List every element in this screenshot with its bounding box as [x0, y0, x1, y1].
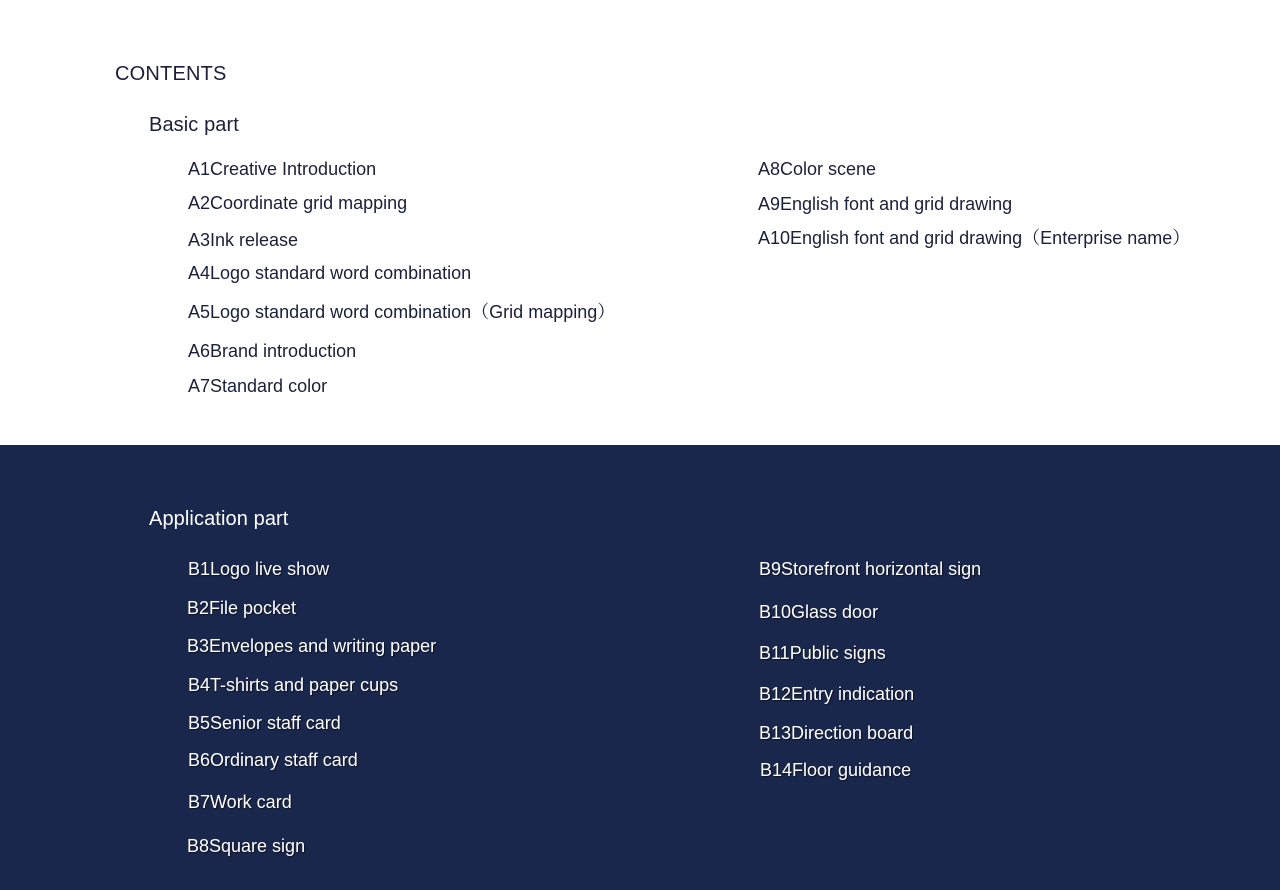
- toc-item-b2: B2File pocket: [187, 598, 297, 618]
- toc-item-b10: B10Glass door: [759, 602, 879, 622]
- toc-item-b4: B4T-shirts and paper cups: [188, 675, 399, 695]
- toc-item-b13: B13Direction board: [759, 723, 914, 743]
- toc-item-a6: A6Brand introduction: [188, 341, 357, 361]
- application-part-heading: Application part: [149, 508, 289, 530]
- toc-item-b1: B1Logo live show: [188, 559, 330, 579]
- toc-item-a5: A5Logo standard word combination（Grid mapping）: [188, 302, 616, 322]
- toc-item-a1: A1Creative Introduction: [188, 159, 377, 179]
- application-section: [0, 445, 1280, 890]
- toc-item-b14: B14Floor guidance: [760, 760, 912, 780]
- toc-item-a4: A4Logo standard word combination: [188, 263, 472, 283]
- toc-item-b12: B12Entry indication: [759, 684, 915, 704]
- toc-item-b7: B7Work card: [188, 792, 292, 812]
- toc-item-a7: A7Standard color: [188, 376, 328, 396]
- contents-title: CONTENTS: [115, 63, 227, 85]
- toc-item-b3: B3Envelopes and writing paper: [187, 636, 437, 656]
- toc-item-a8: A8Color scene: [758, 159, 877, 179]
- toc-item-a9: A9English font and grid drawing: [758, 194, 1013, 214]
- toc-item-a3: A3Ink release: [188, 230, 299, 250]
- basic-part-heading: Basic part: [149, 114, 239, 136]
- toc-item-a10: A10English font and grid drawing（Enterprise name）: [758, 228, 1191, 248]
- toc-item-b9: B9Storefront horizontal sign: [759, 559, 982, 579]
- toc-item-b11: B11Public signs: [759, 643, 886, 663]
- toc-item-a2: A2Coordinate grid mapping: [188, 193, 408, 213]
- toc-item-b5: B5Senior staff card: [188, 713, 341, 733]
- toc-item-b8: B8Square sign: [187, 836, 306, 856]
- toc-item-b6: B6Ordinary staff card: [188, 750, 358, 770]
